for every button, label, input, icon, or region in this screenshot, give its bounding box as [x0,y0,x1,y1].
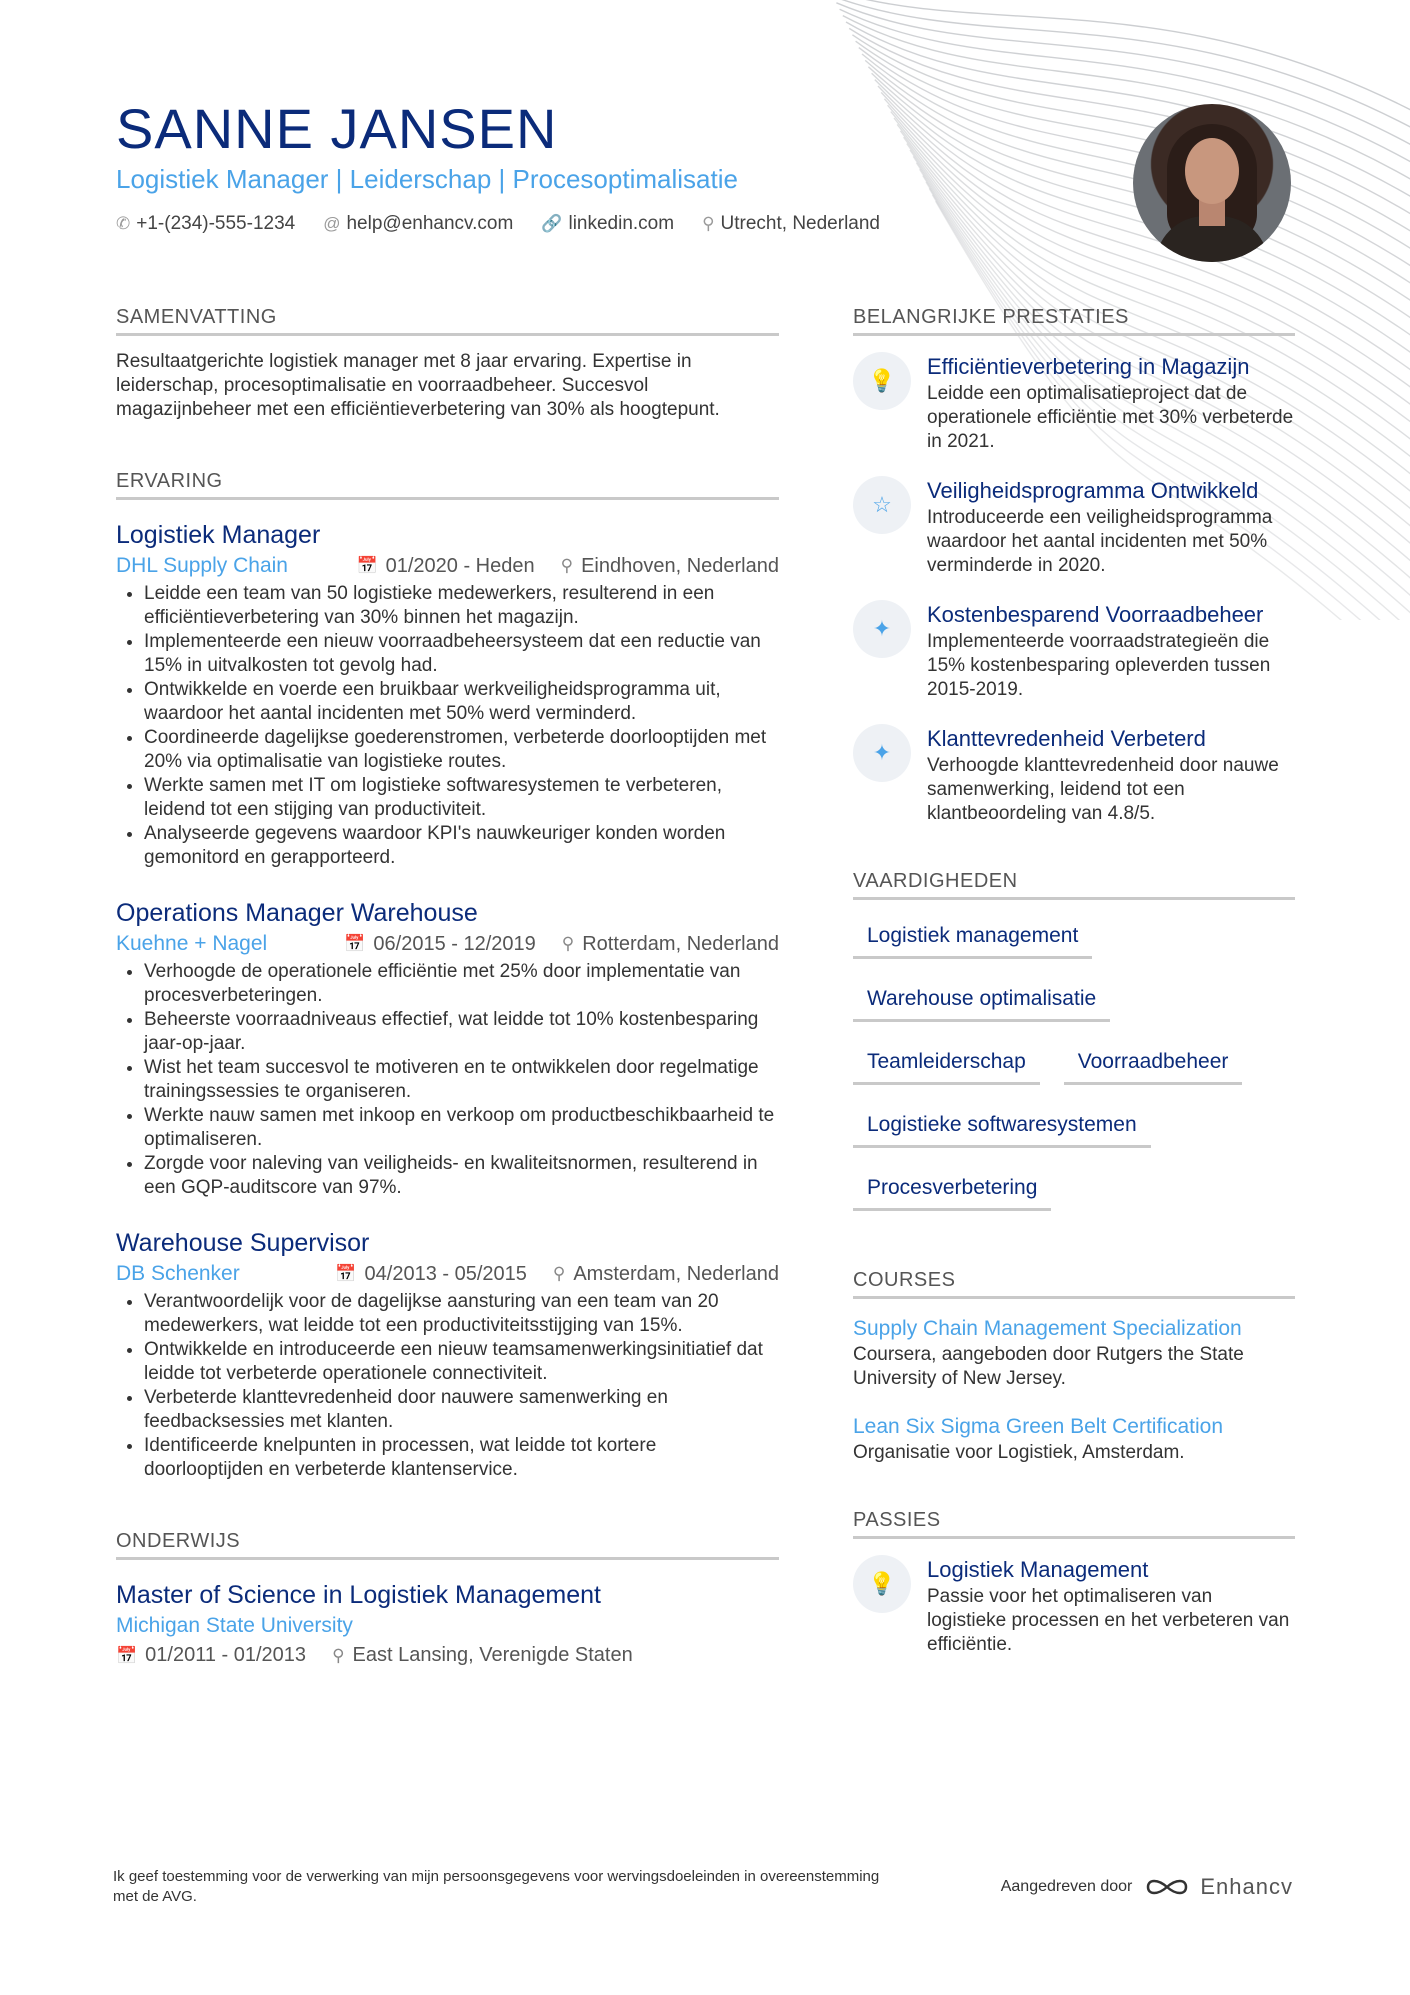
resume-header [116,96,1016,235]
location-text: Utrecht, Nederland [720,213,880,234]
achievement-item [853,724,1295,826]
summary-section [116,306,779,422]
achievement-item [853,600,1295,702]
dates-text: 04/2013 - 05/2015 [364,1262,527,1285]
job-entry [116,1226,779,1482]
skills-list [853,918,1295,1233]
company-name: DHL Supply Chain [116,554,288,577]
job-location [553,1263,779,1286]
education-section [116,1530,779,1667]
bullet-item: • Verhoogde de operationele efficiëntie met 25% door implementatie van procesverbeteringen. [144,960,779,1008]
bullet-item: • Beheerste voorraadniveaus effectief, wat leidde tot 10% kostenbesparing jaar-op-jaar. [144,1008,779,1056]
bullet-item: • Verbeterde klanttevredenheid door nauwere samenwerking en feedbacksessies met klanten. [144,1386,779,1434]
job-dates [344,933,536,956]
bullet-item: • Implementeerde een nieuw voorraadbeheersysteem dat een reductie van 15% in uitvalkosten tot gevolg had. [144,630,779,678]
course-item [853,1315,1295,1391]
job-dates [335,1263,527,1286]
contact-bar [116,213,1016,235]
achievement-title: Kostenbesparend Voorraadbeheer [927,602,1264,627]
job-dates [356,555,534,578]
achievement-title: Efficiëntieverbetering in Magazijn [927,354,1250,379]
bullet-item: • Ontwikkelde en voerde een bruikbaar werkveiligheidsprogramma uit, waardoor het aantal incidenten met 50% werd verminderd. [144,678,779,726]
location-pin-icon: ⚲ [560,556,574,575]
dates-text: 06/2015 - 12/2019 [373,932,536,955]
job-bullets [116,582,779,870]
location-pin-icon: ⚲ [332,1645,345,1665]
powered-by-label: Aangedreven door [1000,1878,1133,1895]
skill-tag: Warehouse optimalisatie [853,981,1110,1022]
degree-title: Master of Science in Logistiek Management [116,1581,601,1609]
bullet-item: • Verantwoordelijk voor de dagelijkse aansturing van een team van 20 medewerkers, wat leidde tot een productiviteitsstijging van 15%. [144,1290,779,1338]
achievement-item [853,352,1295,454]
achievement-desc: Implementeerde voorraadstrategieën die 15% kostenbesparing opleverden tussen 2015-2019. [927,631,1271,700]
skills-heading: VAARDIGHEDEN [853,870,1295,900]
location-text: Rotterdam, Nederland [582,932,779,955]
candidate-tagline: Logistiek Manager | Leiderschap | Procesoptimalisatie [116,164,738,194]
course-item [853,1413,1295,1465]
lightbulb-icon: 💡 [853,1555,911,1613]
courses-heading: COURSES [853,1269,1295,1299]
achievement-desc: Leidde een optimalisatieproject dat de operationele efficiëntie met 30% verbeterde in 2021. [927,383,1294,452]
company-name: Kuehne + Nagel [116,932,268,955]
dates-text: 01/2020 - Heden [385,554,535,577]
calendar-icon: 📅 [335,1264,357,1283]
job-entry [116,896,779,1200]
right-column [853,306,1295,1657]
enhancv-logo-icon [1144,1875,1190,1899]
bullet-item: • Werkte nauw samen met inkoop en verkoop om productbeschikbaarheid te optimaliseren. [144,1104,779,1152]
link-icon: 🔗 [541,214,563,233]
bullet-item: • Analyseerde gegevens waardoor KPI's nauwkeuriger konden worden gemonitord en gerapporteerd. [144,822,779,870]
calendar-icon: 📅 [344,934,366,953]
job-title: Warehouse Supervisor [116,1229,370,1257]
bullet-item: • Ontwikkelde en introduceerde een nieuw teamsamenwerkingsinitiatief dat leidde tot verbeterde operationele connectiviteit. [144,1338,779,1386]
job-meta [116,1262,779,1286]
achievement-title: Klanttevredenheid Verbeterd [927,726,1206,751]
company-name: DB Schenker [116,1262,240,1285]
bullet-item: • Zorgde voor naleving van veiligheids- en kwaliteitsnormen, resulterend in een GQP-auditscore van 97%. [144,1152,779,1200]
job-bullets [116,1290,779,1482]
left-column [116,306,779,1667]
passions-heading: PASSIES [853,1509,1295,1539]
wand-icon: ✦ [853,600,911,658]
achievement-desc: Verhoogde klanttevredenheid door nauwe samenwerking, leidend tot een klantbeoordeling van 4.8/5. [927,755,1279,824]
email-text[interactable]: help@enhancv.com [346,213,514,234]
location-text: Amsterdam, Nederland [573,1262,779,1285]
brand-name: Enhancv [1200,1874,1293,1899]
lightbulb-icon: 💡 [853,352,911,410]
job-location [561,555,779,578]
job-title: Logistiek Manager [116,521,321,549]
contact-email[interactable] [323,213,513,235]
wand-icon: ✦ [853,724,911,782]
bullet-item: • Identificeerde knelpunten in processen, wat leidde tot kortere doorlooptijden en verbeterde klantenservice. [144,1434,779,1482]
bullet-item: • Wist het team succesvol te motiveren en te ontwikkelen door regelmatige trainingssessies te organiseren. [144,1056,779,1104]
courses-section [853,1269,1295,1465]
job-location [562,933,779,956]
achievement-item [853,476,1295,578]
job-meta [116,554,779,578]
passion-title: Logistiek Management [927,1557,1149,1582]
course-title: Lean Six Sigma Green Belt Certification [853,1415,1224,1438]
bullet-item: • Werkte samen met IT om logistieke softwaresystemen te verbeteren, leidend tot een stijging van productiviteit. [144,774,779,822]
contact-linkedin[interactable] [541,213,674,235]
course-desc: Organisatie voor Logistiek, Amsterdam. [853,1442,1185,1463]
passions-section [853,1509,1295,1657]
job-entry [116,518,779,870]
at-icon: @ [323,214,341,233]
location-text: East Lansing, Verenigde Staten [352,1644,633,1666]
achievements-section [853,306,1295,826]
education-entry [116,1578,779,1667]
candidate-name: SANNE JANSEN [116,97,558,160]
education-dates [116,1644,306,1667]
education-heading: ONDERWIJS [116,1530,779,1560]
education-meta [116,1644,779,1667]
summary-heading: SAMENVATTING [116,306,779,336]
location-text: Eindhoven, Nederland [581,554,779,577]
phone-text: +1-(234)-555-1234 [136,213,296,234]
achievement-title: Veiligheidsprogramma Ontwikkeld [927,478,1259,503]
education-location [332,1644,633,1667]
achievements-heading: BELANGRIJKE PRESTATIES [853,306,1295,336]
contact-location [702,213,880,235]
bullet-item: • Leidde een team van 50 logistieke medewerkers, resulterend in een efficiëntieverbetering van 30% binnen het magazijn. [144,582,779,630]
calendar-icon: 📅 [356,556,378,575]
bullet-item: • Coordineerde dagelijkse goederenstromen, verbeterde doorlooptijden met 20% via optimalisatie van logistieke routes. [144,726,779,774]
passion-desc: Passie voor het optimaliseren van logistieke processen en het verbeteren van efficiëntie. [927,1586,1290,1655]
star-icon: ☆ [853,476,911,534]
profile-photo [1133,104,1291,262]
skill-tag: Voorraadbeheer [1064,1044,1243,1085]
job-meta [116,932,779,956]
achievement-desc: Introduceerde een veiligheidsprogramma waardoor het aantal incidenten met 50% verminderde in 2020. [927,507,1273,576]
consent-text: Ik geef toestemming voor de verwerking van mijn persoonsgegevens voor wervingsdoeleinden in overeenstemming met de AVG. [113,1868,880,1905]
skill-tag: Teamleiderschap [853,1044,1040,1085]
passion-item [853,1555,1295,1657]
job-bullets [116,960,779,1200]
footer [113,1867,1293,1907]
skill-tag: Procesverbetering [853,1170,1051,1211]
skills-section [853,870,1295,1233]
dates-text: 01/2011 - 01/2013 [145,1644,307,1666]
skill-tag: Logistieke softwaresystemen [853,1107,1151,1148]
phone-icon: ✆ [116,214,131,233]
job-title: Operations Manager Warehouse [116,899,478,927]
powered-by[interactable] [1001,1874,1293,1900]
calendar-icon: 📅 [116,1645,138,1665]
location-pin-icon: ⚲ [561,934,575,953]
linkedin-text[interactable]: linkedin.com [568,213,675,234]
skill-tag: Logistiek management [853,918,1092,959]
contact-phone [116,213,295,235]
location-pin-icon: ⚲ [552,1264,566,1283]
location-pin-icon: ⚲ [702,214,715,233]
experience-heading: ERVARING [116,470,779,500]
summary-text: Resultaatgerichte logistiek manager met 8 jaar ervaring. Expertise in leiderschap, procesoptimalisatie en voorraadbeheer. Succesvol magazijnbeheer met een efficiëntieverbetering van 30% als hoogtepunt. [116,351,720,420]
course-title: Supply Chain Management Specialization [853,1317,1242,1340]
school-name: Michigan State University [116,1614,353,1637]
course-desc: Coursera, aangeboden door Rutgers the State University of New Jersey. [853,1344,1244,1389]
experience-section [116,470,779,1482]
